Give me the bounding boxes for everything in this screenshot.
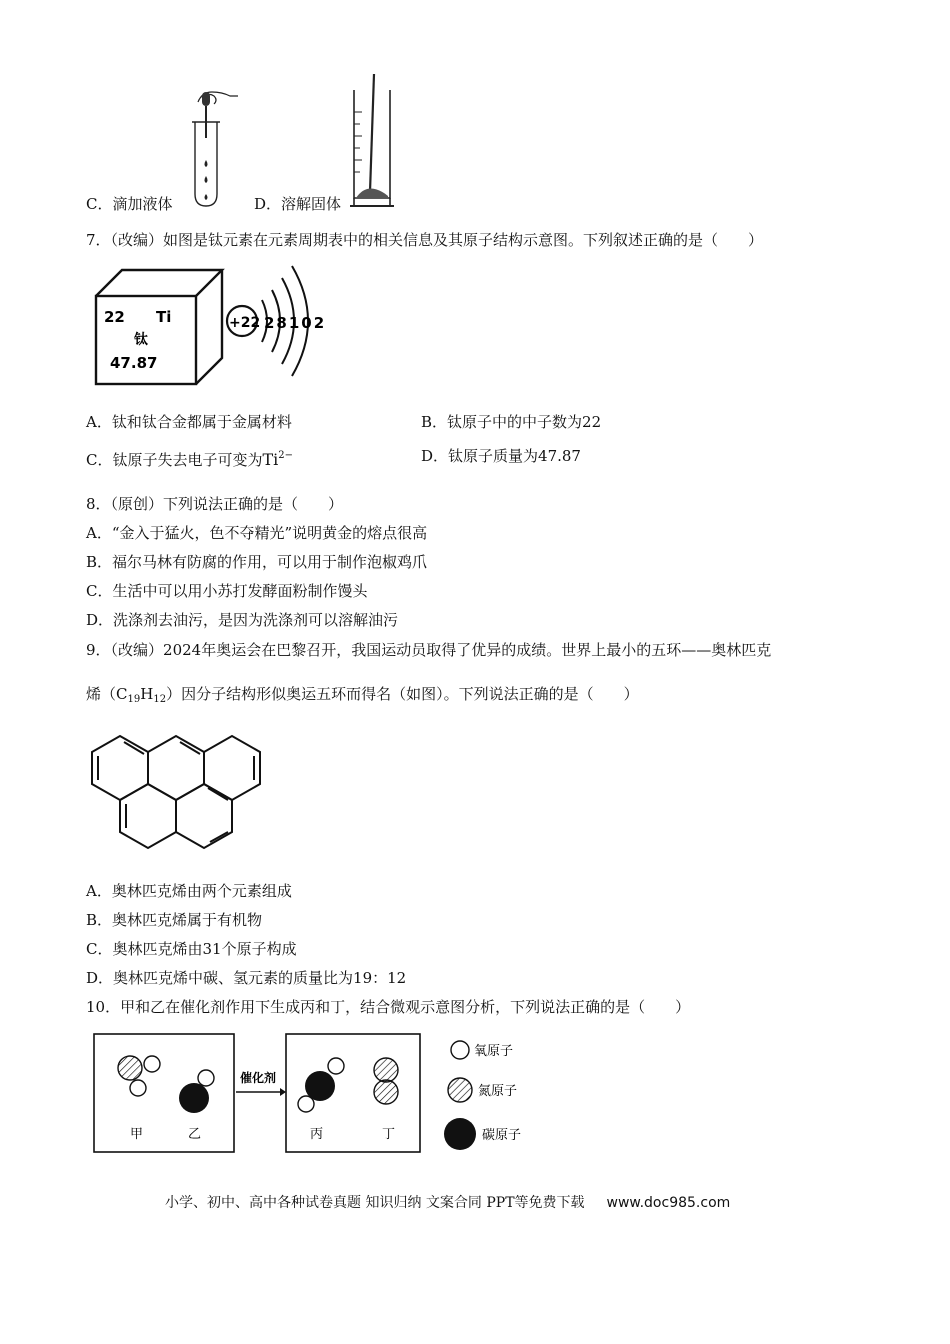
q7-option-d: D．钛原子质量为47.87 [421,447,581,465]
q9-option-d: D．奥林匹克烯中碳、氢元素的质量比为19：12 [86,969,407,987]
legend-nitrogen: 氮原子 [478,1084,518,1099]
titanium-element-figure [86,258,334,388]
carbon-atom-icon [179,1083,209,1113]
label-jia: 甲 [130,1127,144,1142]
legend-oxygen-icon [451,1041,469,1059]
oxygen-atom-icon [144,1056,160,1072]
products-box [286,1034,420,1152]
catalyst-label: 催化剂 [240,1071,277,1085]
dropper-test-tube-figure [180,82,240,210]
nucleus-charge: +22 [229,315,261,331]
q9-option-b: B．奥林匹克烯属于有机物 [86,911,263,929]
legend-nitrogen-icon [448,1078,472,1102]
footer-text: 小学、初中、高中各种试卷真题 知识归纳 文案合同 PPT等免费下载 [165,1195,585,1211]
element-name: 钛 [134,332,148,348]
legend-carbon: 碳原子 [482,1128,522,1143]
q6-option-c: C．滴加液体 [86,195,173,213]
q8-option-b: B．福尔马林有防腐的作用，可以用于制作泡椒鸡爪 [86,553,428,571]
q9-option-a: A．奥林匹克烯由两个元素组成 [86,882,292,900]
q9-stem-line1: 9．（改编）2024年奥运会在巴黎召开，我国运动员取得了优异的成绩。世界上最小的五环——奥林匹克 [86,641,772,659]
q7-option-c: C．钛原子失去电子可变为$Ti^{2-}$ [86,450,294,469]
q8-option-d: D．洗涤剂去油污，是因为洗涤剂可以溶解油污 [86,611,399,629]
q7-option-a: A．钛和钛合金都属于金属材料 [86,413,292,431]
ion-charge: 2− [278,450,294,461]
graduated-cylinder-figure [348,72,396,214]
legend-carbon-icon [444,1118,476,1150]
nitrogen-atom-icon [374,1058,398,1082]
q6-option-d: D．溶解固体 [254,195,342,213]
legend-oxygen: 氧原子 [474,1044,514,1059]
oxygen-atom-icon [328,1058,344,1074]
q9-stem-line2: 烯$(C_{19}H_{12})$因分子结构形似奥运五环而得名（如图）。下列说法正确的是（ ） [86,685,639,705]
label-ding: 丁 [382,1127,396,1142]
label-bing: 丙 [310,1127,324,1142]
label-yi: 乙 [188,1127,202,1142]
reactants-box [94,1034,234,1152]
nitrogen-atom-icon [118,1056,142,1080]
formula-h: H [140,685,154,703]
reaction-micro-diagram [90,1030,540,1160]
q7-option-b: B．钛原子中的中子数为22 [421,413,602,431]
element-atomic-number: 22 [104,308,125,326]
nitrogen-atom-icon [374,1080,398,1104]
oxygen-atom-icon [198,1070,214,1086]
oxygen-atom-icon [298,1096,314,1112]
q9-option-c: C．奥林匹克烯由31个原子构成 [86,940,297,958]
footer-url: www.doc985.com [606,1195,731,1211]
element-symbol: Ti [156,308,172,326]
element-mass: 47.87 [110,354,158,372]
oxygen-atom-icon [130,1080,146,1096]
q8-stem: 8．（原创）下列说法正确的是（ ） [86,495,344,513]
electron-shells: 28102 [264,314,327,332]
q10-stem: 10．甲和乙在催化剂作用下生成丙和丁，结合微观示意图分析，下列说法正确的是（ ） [86,998,691,1016]
q8-option-c: C．生活中可以用小苏打发酵面粉制作馒头 [86,582,368,600]
formula-c: C [116,685,128,703]
q7-stem: 7．（改编）如图是钛元素在元素周期表中的相关信息及其原子结构示意图。下列叙述正确的是（ ） [86,231,764,249]
page-footer [165,1192,730,1212]
q8-option-a: A．“金入于猛火，色不夺精光”说明黄金的熔点很高 [86,524,428,542]
ion-symbol: Ti [262,450,279,469]
olympicene-structure-figure [86,722,272,862]
